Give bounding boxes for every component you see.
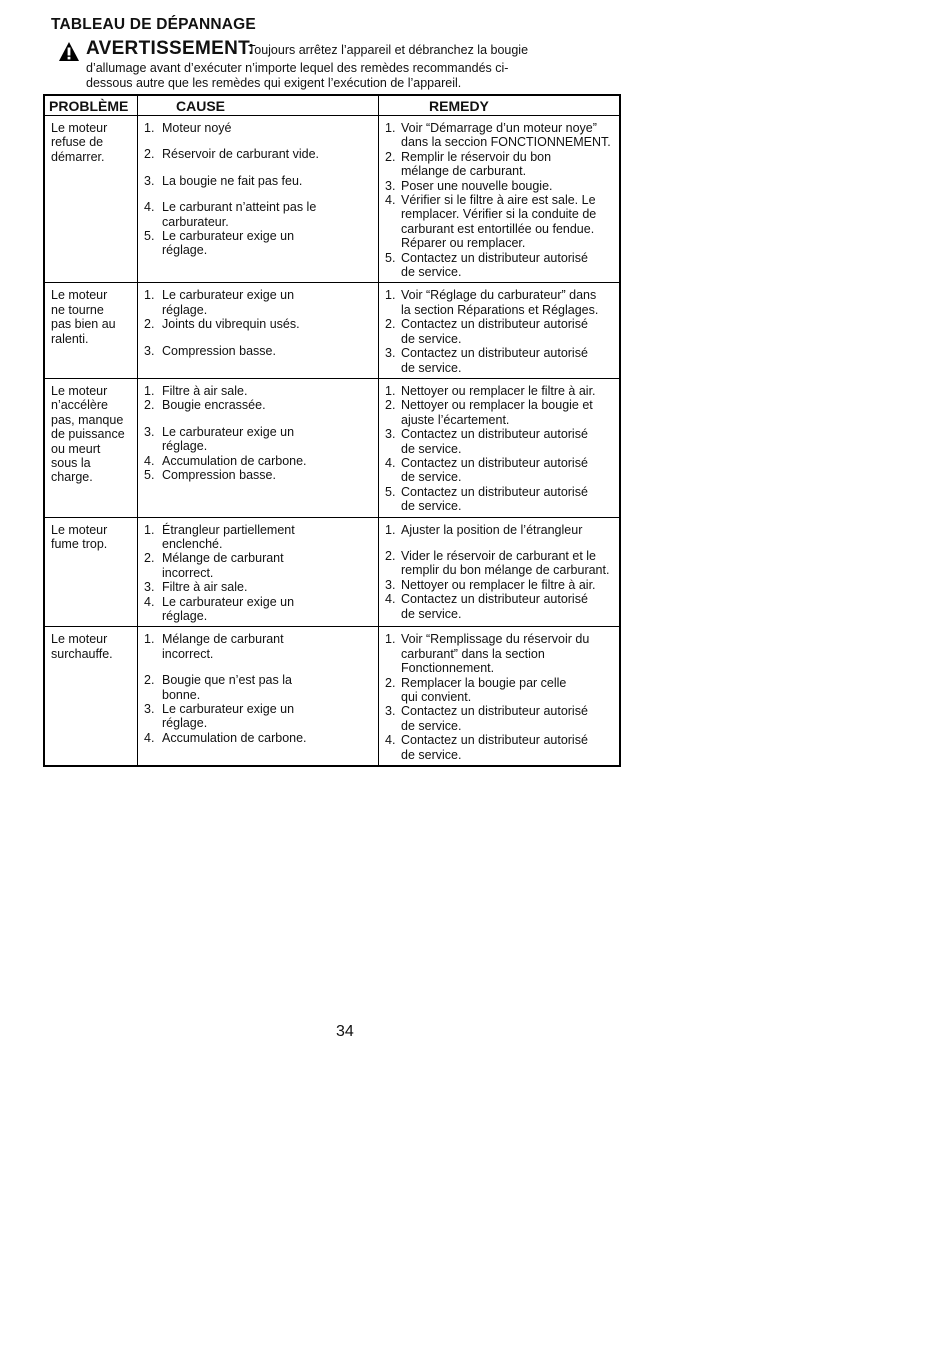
item-number: 2. xyxy=(144,317,155,332)
item-text-line: réglage. xyxy=(162,243,208,258)
item-text-line: Le carburateur exige un xyxy=(162,594,295,609)
remedy-item xyxy=(385,592,615,621)
problem-cell xyxy=(44,283,138,378)
problem-text-line: Le moteur xyxy=(51,288,108,303)
item-number: 4. xyxy=(385,592,396,607)
item-text-line: carburateur. xyxy=(162,214,229,229)
item-text-line: Contactez un distributeur autorisé xyxy=(401,733,588,748)
page-title: TABLEAU DE DÉPANNAGE xyxy=(51,16,256,33)
item-text-line: Accumulation de carbone. xyxy=(162,730,307,745)
remedy-item xyxy=(385,485,615,514)
cause-item xyxy=(144,384,374,398)
item-text-line: réglage. xyxy=(162,439,208,454)
cause-item xyxy=(144,317,374,331)
remedy-item xyxy=(385,704,615,733)
item-number: 3. xyxy=(144,343,155,358)
remedy-item xyxy=(385,456,615,485)
remedy-item xyxy=(385,578,615,592)
problem-text-line: surchauffe. xyxy=(51,646,113,661)
item-number: 2. xyxy=(385,317,396,332)
spacer xyxy=(144,661,374,673)
item-text-line: dans la seccion FONCTIONNEMENT. xyxy=(401,135,611,150)
spacer xyxy=(144,413,374,425)
item-text-line: de service. xyxy=(401,360,462,375)
item-text-line: remplacer. Vérifier si la conduite de xyxy=(401,207,597,222)
remedy-item xyxy=(385,150,615,179)
item-number: 4. xyxy=(144,730,155,745)
remedy-item xyxy=(385,523,615,537)
item-text-line: incorrect. xyxy=(162,565,214,580)
item-text-line: La bougie ne fait pas feu. xyxy=(162,173,303,188)
remedy-item xyxy=(385,676,615,705)
remedy-item xyxy=(385,288,615,317)
remedy-cell xyxy=(379,517,621,627)
item-text-line: de service. xyxy=(401,606,462,621)
cause-cell xyxy=(138,517,379,627)
item-text-line: de service. xyxy=(401,331,462,346)
header-remedy: REMEDY xyxy=(379,95,621,116)
problem-cell xyxy=(44,627,138,766)
remedy-item xyxy=(385,733,615,762)
remedy-item xyxy=(385,427,615,456)
header-problem: PROBLÈME xyxy=(44,95,138,116)
page-number: 34 xyxy=(336,1023,354,1040)
header-cause: CAUSE xyxy=(138,95,379,116)
item-text-line: Mélange de carburant xyxy=(162,632,284,647)
table-row xyxy=(44,116,620,283)
item-text-line: Fonctionnement. xyxy=(401,661,495,676)
item-text-line: Contactez un distributeur autorisé xyxy=(401,317,588,332)
item-text-line: Réservoir de carburant vide. xyxy=(162,147,320,162)
item-text-line: Contactez un distributeur autorisé xyxy=(401,704,588,719)
item-number: 5. xyxy=(144,467,155,482)
problem-text-line: pas bien au xyxy=(51,317,116,332)
table-row xyxy=(44,627,620,766)
item-text-line: Le carburateur exige un xyxy=(162,288,295,303)
item-text-line: Le carburateur exige un xyxy=(162,702,295,717)
remedy-cell xyxy=(379,116,621,283)
item-number: 5. xyxy=(385,484,396,499)
item-text-line: Moteur noyé xyxy=(162,121,232,135)
item-text-line: Contactez un distributeur autorisé xyxy=(401,592,588,607)
item-number: 1. xyxy=(385,632,396,647)
item-number: 2. xyxy=(144,673,155,688)
problem-text-line: pas, manque xyxy=(51,412,124,427)
item-text-line: Compression basse. xyxy=(162,343,276,358)
item-number: 1. xyxy=(144,121,155,135)
cause-item xyxy=(144,523,374,552)
item-text-line: Étrangleur partiellement xyxy=(162,522,295,537)
item-text-line: qui convient. xyxy=(401,690,472,705)
problem-text-line: fume trop. xyxy=(51,536,108,551)
item-text-line: Remplacer la bougie par celle xyxy=(401,675,567,690)
spacer xyxy=(144,135,374,147)
remedy-item xyxy=(385,632,615,675)
cause-item xyxy=(144,673,374,702)
table-body xyxy=(44,116,620,767)
item-text-line: Contactez un distributeur autorisé xyxy=(401,427,588,442)
item-number: 1. xyxy=(144,288,155,303)
item-text-line: Voir “Réglage du carburateur” dans xyxy=(401,288,597,303)
troubleshooting-table xyxy=(43,94,621,767)
cause-item xyxy=(144,344,374,358)
spacer xyxy=(385,537,615,549)
cause-item xyxy=(144,702,374,731)
item-text-line: Filtre à air sale. xyxy=(162,383,248,398)
cause-cell xyxy=(138,283,379,378)
item-text-line: Réparer ou remplacer. xyxy=(401,236,526,251)
warning-text-line-1: Toujours arrêtez l’appareil et débranchez la bougie xyxy=(248,43,529,57)
problem-text-line: charge. xyxy=(51,470,93,485)
item-text-line: Le carburant n’atteint pas le xyxy=(162,200,317,215)
item-text-line: Bougie encrassée. xyxy=(162,398,266,413)
problem-cell xyxy=(44,378,138,517)
cause-item xyxy=(144,121,374,135)
problem-text-line: n’accélère xyxy=(51,398,108,413)
remedy-item xyxy=(385,317,615,346)
item-text-line: enclenché. xyxy=(162,536,223,551)
warning-text-line-2: d’allumage avant d’exécuter n’importe lequel des remèdes recommandés ci- xyxy=(86,61,509,75)
cause-item xyxy=(144,468,374,482)
warning-heading: AVERTISSEMENT: xyxy=(86,38,255,59)
cause-cell xyxy=(138,627,379,766)
item-number: 3. xyxy=(144,424,155,439)
cause-item xyxy=(144,580,374,594)
item-text-line: la section Réparations et Réglages. xyxy=(401,302,599,317)
warning-triangle-icon xyxy=(58,41,80,62)
item-text-line: Contactez un distributeur autorisé xyxy=(401,346,588,361)
cause-item xyxy=(144,174,374,188)
item-text-line: de service. xyxy=(401,441,462,456)
remedy-item xyxy=(385,179,615,193)
item-text-line: de service. xyxy=(401,747,462,762)
item-text-line: Poser une nouvelle bougie. xyxy=(401,178,553,193)
cause-item xyxy=(144,200,374,229)
item-text-line: mélange de carburant. xyxy=(401,164,527,179)
problem-text-line: Le moteur xyxy=(51,522,108,537)
item-number: 5. xyxy=(385,250,396,265)
table-row xyxy=(44,378,620,517)
item-number: 1. xyxy=(385,383,396,398)
item-text-line: Contactez un distributeur autorisé xyxy=(401,484,588,499)
item-text-line: Vérifier si le filtre à aire est sale. Le xyxy=(401,193,596,208)
cause-item xyxy=(144,632,374,661)
problem-cell xyxy=(44,517,138,627)
cause-item xyxy=(144,551,374,580)
item-number: 2. xyxy=(385,675,396,690)
item-text-line: Compression basse. xyxy=(162,467,276,482)
remedy-item xyxy=(385,251,615,280)
item-text-line: réglage. xyxy=(162,609,208,623)
remedy-item xyxy=(385,346,615,375)
item-text-line: Nettoyer ou remplacer le filtre à air. xyxy=(401,383,596,398)
item-text-line: Accumulation de carbone. xyxy=(162,453,307,468)
problem-text-line: refuse de xyxy=(51,135,104,150)
spacer xyxy=(144,188,374,200)
problem-text-line: démarrer. xyxy=(51,149,105,164)
cause-cell xyxy=(138,378,379,517)
item-text-line: ajuste l’écartement. xyxy=(401,412,510,427)
warning-text-line-3: dessous autre que les remèdes qui exigent l’exécution de l’appareil. xyxy=(86,76,462,90)
item-number: 2. xyxy=(385,398,396,413)
cause-item xyxy=(144,288,374,317)
item-number: 4. xyxy=(144,453,155,468)
remedy-cell xyxy=(379,283,621,378)
item-number: 2. xyxy=(144,551,155,566)
item-text-line: remplir du bon mélange de carburant. xyxy=(401,563,610,578)
item-text-line: carburant est entortillée ou fendue. xyxy=(401,221,595,236)
cause-item xyxy=(144,595,374,624)
cause-item xyxy=(144,454,374,468)
item-number: 1. xyxy=(144,383,155,398)
item-text-line: de service. xyxy=(401,265,462,280)
remedy-item xyxy=(385,121,615,150)
item-text-line: réglage. xyxy=(162,302,208,317)
item-text-line: Le carburateur exige un xyxy=(162,229,295,244)
item-text-line: carburant” dans la section xyxy=(401,646,545,661)
item-number: 3. xyxy=(385,577,396,592)
item-number: 5. xyxy=(144,229,155,244)
item-number: 2. xyxy=(144,398,155,413)
cause-item xyxy=(144,731,374,745)
item-text-line: de service. xyxy=(401,499,462,514)
item-number: 1. xyxy=(385,288,396,303)
spacer xyxy=(144,162,374,174)
problem-text-line: ou meurt xyxy=(51,441,101,456)
table-row xyxy=(44,517,620,627)
item-text-line: Filtre à air sale. xyxy=(162,580,248,595)
item-text-line: Mélange de carburant xyxy=(162,551,284,566)
remedy-item xyxy=(385,398,615,427)
cause-item xyxy=(144,398,374,412)
problem-text-line: ralenti. xyxy=(51,331,89,346)
item-number: 3. xyxy=(144,173,155,188)
item-text-line: incorrect. xyxy=(162,646,214,661)
item-text-line: Ajuster la position de l’étrangleur xyxy=(401,522,583,537)
item-number: 3. xyxy=(385,704,396,719)
item-number: 1. xyxy=(385,121,396,135)
item-text-line: Contactez un distributeur autorisé xyxy=(401,250,588,265)
item-number: 4. xyxy=(385,733,396,748)
item-number: 3. xyxy=(385,346,396,361)
remedy-item xyxy=(385,384,615,398)
problem-text-line: ne tourne xyxy=(51,302,104,317)
item-text-line: Bougie que n’est pas la xyxy=(162,673,292,688)
item-number: 1. xyxy=(144,522,155,537)
item-number: 2. xyxy=(385,548,396,563)
item-text-line: bonne. xyxy=(162,687,201,702)
item-text-line: Voir “Démarrage d’un moteur noye” xyxy=(401,121,597,135)
item-text-line: Remplir le réservoir du bon xyxy=(401,149,552,164)
item-number: 1. xyxy=(144,632,155,647)
item-text-line: Vider le réservoir de carburant et le xyxy=(401,548,597,563)
item-number: 2. xyxy=(385,149,396,164)
item-number: 4. xyxy=(385,193,396,208)
problem-text-line: Le moteur xyxy=(51,383,108,398)
item-text-line: de service. xyxy=(401,718,462,733)
remedy-item xyxy=(385,193,615,251)
item-text-line: Contactez un distributeur autorisé xyxy=(401,455,588,470)
item-number: 4. xyxy=(385,455,396,470)
item-number: 2. xyxy=(144,147,155,162)
problem-text-line: Le moteur xyxy=(51,632,108,647)
item-text-line: Nettoyer ou remplacer la bougie et xyxy=(401,398,593,413)
problem-cell xyxy=(44,116,138,283)
remedy-cell xyxy=(379,378,621,517)
problem-text-line: Le moteur xyxy=(51,121,108,135)
item-number: 3. xyxy=(385,427,396,442)
item-text-line: Nettoyer ou remplacer le filtre à air. xyxy=(401,577,596,592)
cause-item xyxy=(144,425,374,454)
item-text-line: Joints du vibrequin usés. xyxy=(162,317,300,332)
item-text-line: Le carburateur exige un xyxy=(162,424,295,439)
item-number: 3. xyxy=(144,702,155,717)
table-header-row xyxy=(44,95,620,116)
item-number: 1. xyxy=(385,522,396,537)
item-text-line: Voir “Remplissage du réservoir du xyxy=(401,632,590,647)
item-number: 3. xyxy=(385,178,396,193)
cause-item xyxy=(144,147,374,161)
table-row xyxy=(44,283,620,378)
cause-cell xyxy=(138,116,379,283)
item-text-line: réglage. xyxy=(162,716,208,731)
problem-text-line: sous la xyxy=(51,455,91,470)
item-number: 4. xyxy=(144,594,155,609)
item-number: 3. xyxy=(144,580,155,595)
item-text-line: de service. xyxy=(401,470,462,485)
cause-item xyxy=(144,229,374,258)
remedy-item xyxy=(385,549,615,578)
remedy-cell xyxy=(379,627,621,766)
problem-text-line: de puissance xyxy=(51,427,125,442)
item-number: 4. xyxy=(144,200,155,215)
spacer xyxy=(144,332,374,344)
